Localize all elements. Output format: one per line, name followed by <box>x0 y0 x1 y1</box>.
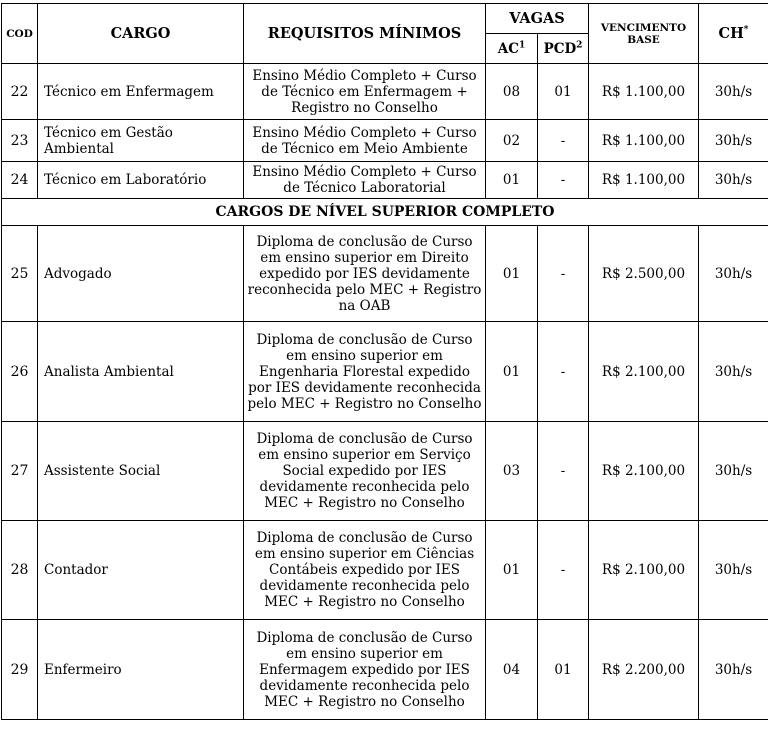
cell-ch: 30h/s <box>699 521 768 620</box>
table-row <box>2 162 768 199</box>
cell-ac: 01 <box>486 322 538 422</box>
cell-vencimento: R$ 2.100,00 <box>589 521 699 620</box>
cell-ac: 08 <box>486 64 538 120</box>
table-row <box>2 322 768 422</box>
header-ch <box>699 4 768 64</box>
cell-cargo: Enfermeiro <box>38 620 244 720</box>
cell-cargo: Técnico em Gestão Ambiental <box>38 120 244 162</box>
header-cargo: CARGO <box>38 4 244 64</box>
cell-ch: 30h/s <box>699 120 768 162</box>
cell-pcd: 01 <box>538 620 589 720</box>
cell-requisitos: Diploma de conclusão de Curso em ensino superior em Engenharia Florestal expedido por IES devidamente reconhecida pelo MEC + Registro no Conselho <box>244 322 486 422</box>
table-row <box>2 64 768 120</box>
cell-pcd: - <box>538 162 589 199</box>
cell-requisitos: Diploma de conclusão de Curso em ensino superior em Ciências Contábeis expedido por IES devidamente reconhecida pelo MEC + Registro no Conselho <box>244 521 486 620</box>
header-pcd-footnote: 2 <box>576 40 582 50</box>
cell-cargo: Técnico em Laboratório <box>38 162 244 199</box>
cell-requisitos: Ensino Médio Completo + Curso de Técnico Laboratorial <box>244 162 486 199</box>
section-row <box>2 199 768 226</box>
cell-ac: 01 <box>486 162 538 199</box>
cell-ch: 30h/s <box>699 422 768 521</box>
cell-pcd: 01 <box>538 64 589 120</box>
cell-vencimento: R$ 1.100,00 <box>589 120 699 162</box>
cell-pcd: - <box>538 521 589 620</box>
cell-ac: 01 <box>486 521 538 620</box>
cell-vencimento: R$ 2.500,00 <box>589 226 699 322</box>
header-ac-label: AC <box>498 41 519 57</box>
table-body <box>2 64 768 720</box>
table-row <box>2 226 768 322</box>
cell-pcd: - <box>538 226 589 322</box>
cell-pcd: - <box>538 322 589 422</box>
cell-cod: 29 <box>2 620 38 720</box>
cell-cargo: Técnico em Enfermagem <box>38 64 244 120</box>
table-row <box>2 422 768 521</box>
cell-vencimento: R$ 1.100,00 <box>589 162 699 199</box>
cell-vencimento: R$ 2.100,00 <box>589 422 699 521</box>
cell-ac: 03 <box>486 422 538 521</box>
table-row <box>2 120 768 162</box>
cell-vencimento: R$ 2.100,00 <box>589 322 699 422</box>
cell-ch: 30h/s <box>699 64 768 120</box>
cell-ch: 30h/s <box>699 620 768 720</box>
header-ch-footnote: * <box>744 25 749 35</box>
cell-requisitos: Diploma de conclusão de Curso em ensino superior em Enfermagem expedido por IES devidamente reconhecida pelo MEC + Registro no Conselho <box>244 620 486 720</box>
header-pcd-label: PCD <box>544 41 577 57</box>
cell-ch: 30h/s <box>699 226 768 322</box>
cell-requisitos: Diploma de conclusão de Curso em ensino superior em Direito expedido por IES devidamente reconhecida pelo MEC + Registro na OAB <box>244 226 486 322</box>
cell-ch: 30h/s <box>699 322 768 422</box>
section-title: CARGOS DE NÍVEL SUPERIOR COMPLETO <box>2 199 768 226</box>
header-ch-label: CH <box>719 25 744 42</box>
header-vencimento: VENCIMENTO BASE <box>589 4 699 64</box>
header-pcd <box>538 34 589 64</box>
cell-cod: 24 <box>2 162 38 199</box>
cell-cargo: Contador <box>38 521 244 620</box>
vacancy-table <box>1 3 768 720</box>
header-vagas: VAGAS <box>486 4 589 34</box>
cell-pcd: - <box>538 422 589 521</box>
cell-cargo: Analista Ambiental <box>38 322 244 422</box>
cell-cod: 25 <box>2 226 38 322</box>
table-row <box>2 521 768 620</box>
cell-ac: 04 <box>486 620 538 720</box>
header-ac <box>486 34 538 64</box>
cell-ac: 01 <box>486 226 538 322</box>
cell-cod: 26 <box>2 322 38 422</box>
cell-vencimento: R$ 1.100,00 <box>589 64 699 120</box>
cell-requisitos: Ensino Médio Completo + Curso de Técnico em Meio Ambiente <box>244 120 486 162</box>
cell-cargo: Advogado <box>38 226 244 322</box>
cell-ac: 02 <box>486 120 538 162</box>
cell-pcd: - <box>538 120 589 162</box>
table-row <box>2 620 768 720</box>
cell-cod: 27 <box>2 422 38 521</box>
cell-cod: 22 <box>2 64 38 120</box>
cell-vencimento: R$ 2.200,00 <box>589 620 699 720</box>
cell-cod: 23 <box>2 120 38 162</box>
header-cod: COD <box>2 4 38 64</box>
cell-requisitos: Ensino Médio Completo + Curso de Técnico em Enfermagem + Registro no Conselho <box>244 64 486 120</box>
cell-ch: 30h/s <box>699 162 768 199</box>
cell-cod: 28 <box>2 521 38 620</box>
header-ac-footnote: 1 <box>519 40 525 50</box>
header-requisitos: REQUISITOS MÍNIMOS <box>244 4 486 64</box>
table-header <box>2 4 768 64</box>
cell-cargo: Assistente Social <box>38 422 244 521</box>
cell-requisitos: Diploma de conclusão de Curso em ensino superior em Serviço Social expedido por IES devidamente reconhecida pelo MEC + Registro no Conselho <box>244 422 486 521</box>
